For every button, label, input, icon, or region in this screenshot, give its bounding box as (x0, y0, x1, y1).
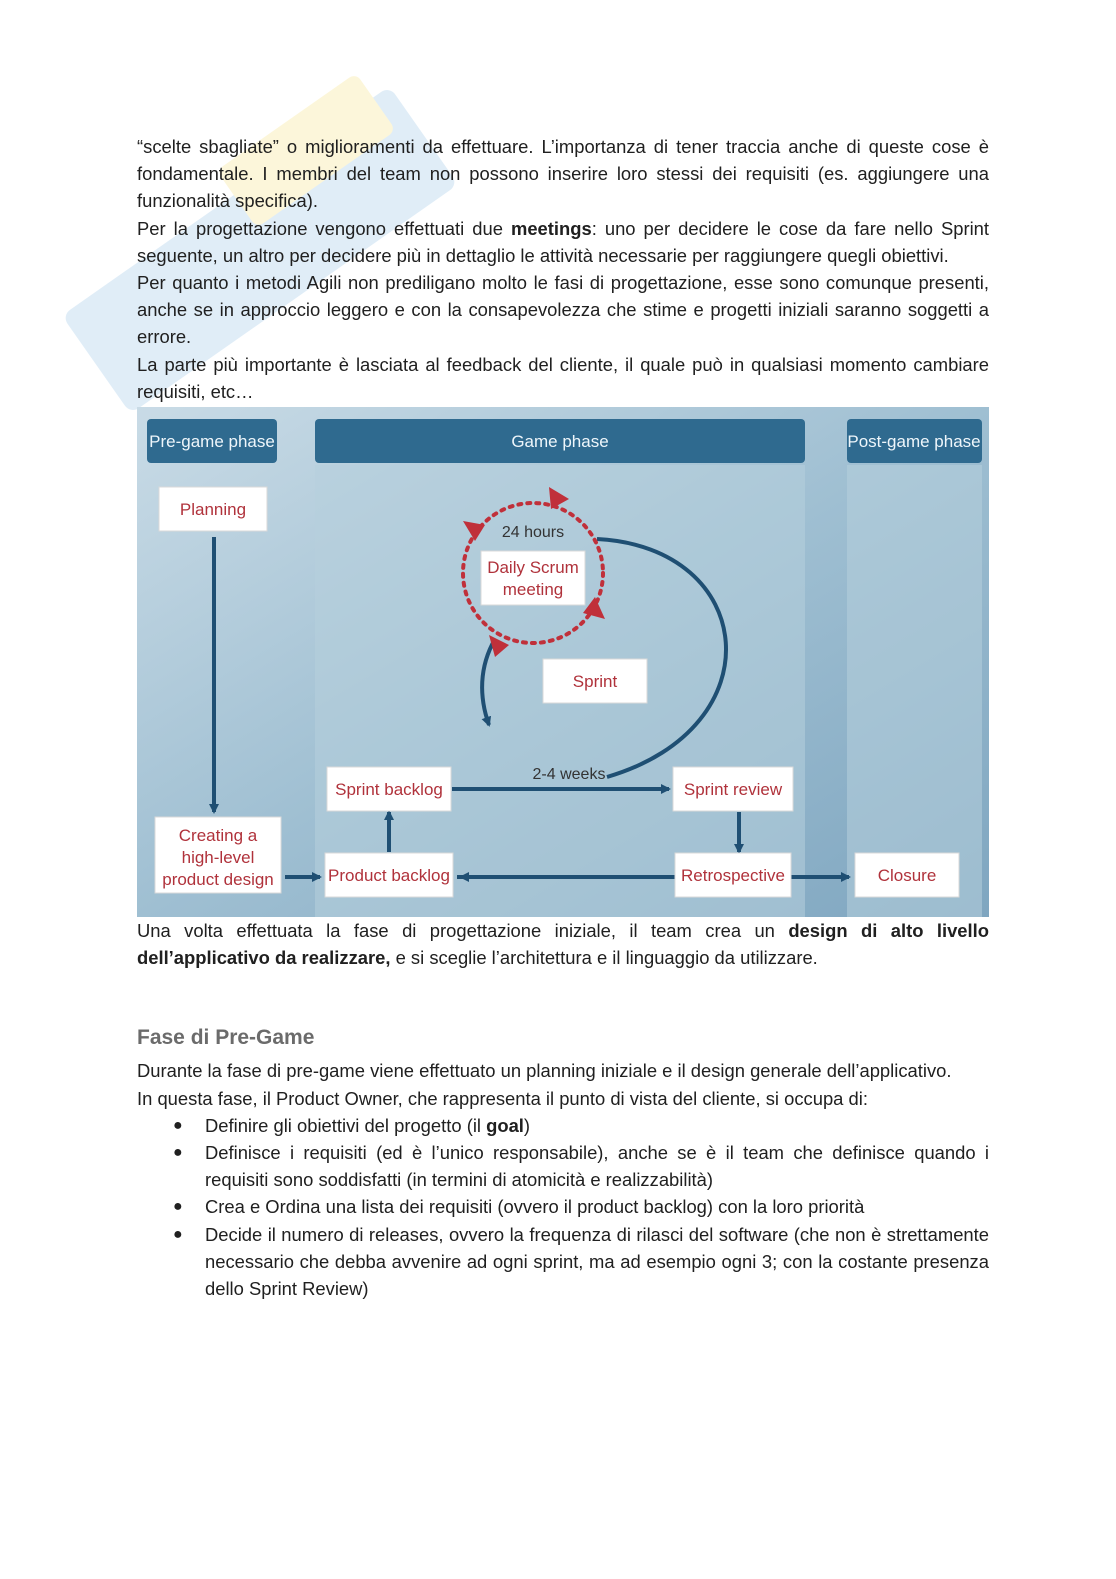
svg-text:Closure: Closure (877, 866, 937, 886)
svg-text:Retrospective: Retrospective (681, 866, 785, 886)
box-retrospective (675, 853, 791, 897)
list-item: ● Definire gli obiettivi del progetto (il goal) (205, 1112, 989, 1139)
paragraph-product-owner: In questa fase, il Product Owner, che rappresenta il punto di vista del cliente, si occupa di: (137, 1087, 868, 1109)
box-sprint (543, 659, 647, 703)
product-owner-list (137, 1112, 989, 1302)
box-daily-scrum (481, 551, 585, 605)
post-game-phase-label: Post-game phase (847, 432, 981, 452)
list-item: ● Definisce i requisiti (ed è l’unico responsabile), anche se è il team che definisce quando i requisiti sono soddisfatti (in termini di atomicità e realizzabilità) (205, 1139, 989, 1193)
paragraph-feedback: La parte più importante è lasciata al feedback del cliente, il quale può in qualsiasi momento cambiare requisiti, etc… (137, 353, 989, 402)
svg-text:Sprint: Sprint (572, 672, 618, 692)
bullet-dot: ● (173, 1144, 183, 1162)
svg-text:high-level: high-level (181, 848, 255, 868)
box-sprint-backlog (327, 767, 451, 811)
bullet-dot: ● (173, 1198, 183, 1216)
scrum-process-diagram (137, 407, 989, 917)
pre-game-phase-label: Pre-game phase (149, 432, 275, 452)
paragraph-design: Una volta effettuata la fase di progettazione iniziale, il team crea un design di alto livello dell’applicativo da realizzare, e si sceglie l’architettura e il linguaggio da utilizzare. (137, 920, 989, 969)
hours-label: 24 hours (501, 524, 565, 542)
box-product-backlog (325, 853, 453, 897)
svg-text:Sprint review: Sprint review (683, 780, 783, 800)
paragraph-agile: Per quanto i metodi Agili non prediligano molto le fasi di progettazione, esse sono comunque presenti, anche se in approccio leggero e con la consapevolezza che stime e progetti iniziali saranno soggetti a errore. (137, 272, 989, 348)
svg-text:Daily Scrum: Daily Scrum (487, 558, 579, 578)
box-closure (855, 853, 959, 897)
box-planning (159, 487, 267, 531)
svg-text:Product backlog: Product backlog (328, 866, 450, 886)
list-item: ● Crea e Ordina una lista dei requisiti (ovvero il product backlog) con la loro priorità (205, 1193, 989, 1220)
box-creating-design (155, 817, 281, 893)
game-phase-label: Game phase (511, 432, 609, 452)
paragraph-pregame: Durante la fase di pre-game viene effettuato un planning iniziale e il design generale dell’applicativo. (137, 1060, 952, 1082)
svg-text:meeting: meeting (502, 580, 564, 600)
svg-text:Creating a: Creating a (178, 826, 258, 846)
paragraph-meetings: Per la progettazione vengono effettuati due meetings: uno per decidere le cose da fare nello Sprint seguente, un altro per decidere più in dettaglio le attività necessarie per raggiungere quegli obiettivi. (137, 217, 990, 266)
bullet-dot: ● (173, 1116, 183, 1134)
box-sprint-review (673, 767, 793, 811)
section-title: Fase di Pre-Game (137, 1026, 315, 1050)
svg-text:product design: product design (162, 870, 274, 890)
bullet-dot: ● (173, 1225, 183, 1243)
document-body (137, 133, 989, 1302)
svg-text:Sprint backlog: Sprint backlog (335, 780, 443, 800)
post-game-column (847, 465, 982, 917)
weeks-label: 2-4 weeks (532, 766, 606, 784)
paragraph-scelte: “scelte sbagliate” o miglioramenti da effettuare. L’importanza di tener traccia anche di queste cose è fondamentale. I membri del team non possono inserire loro stessi dei requisiti (es. aggiungere una funzionalità specifica). (137, 136, 989, 212)
svg-text:Planning: Planning (179, 500, 247, 520)
list-item: ● Decide il numero di releases, ovvero la frequenza di rilasci del software (che non è strettamente necessario che debba avvenire ad ogni sprint, ma ad esempio ogni 3; con la costante presenza dello Sprint Review) (205, 1221, 989, 1303)
